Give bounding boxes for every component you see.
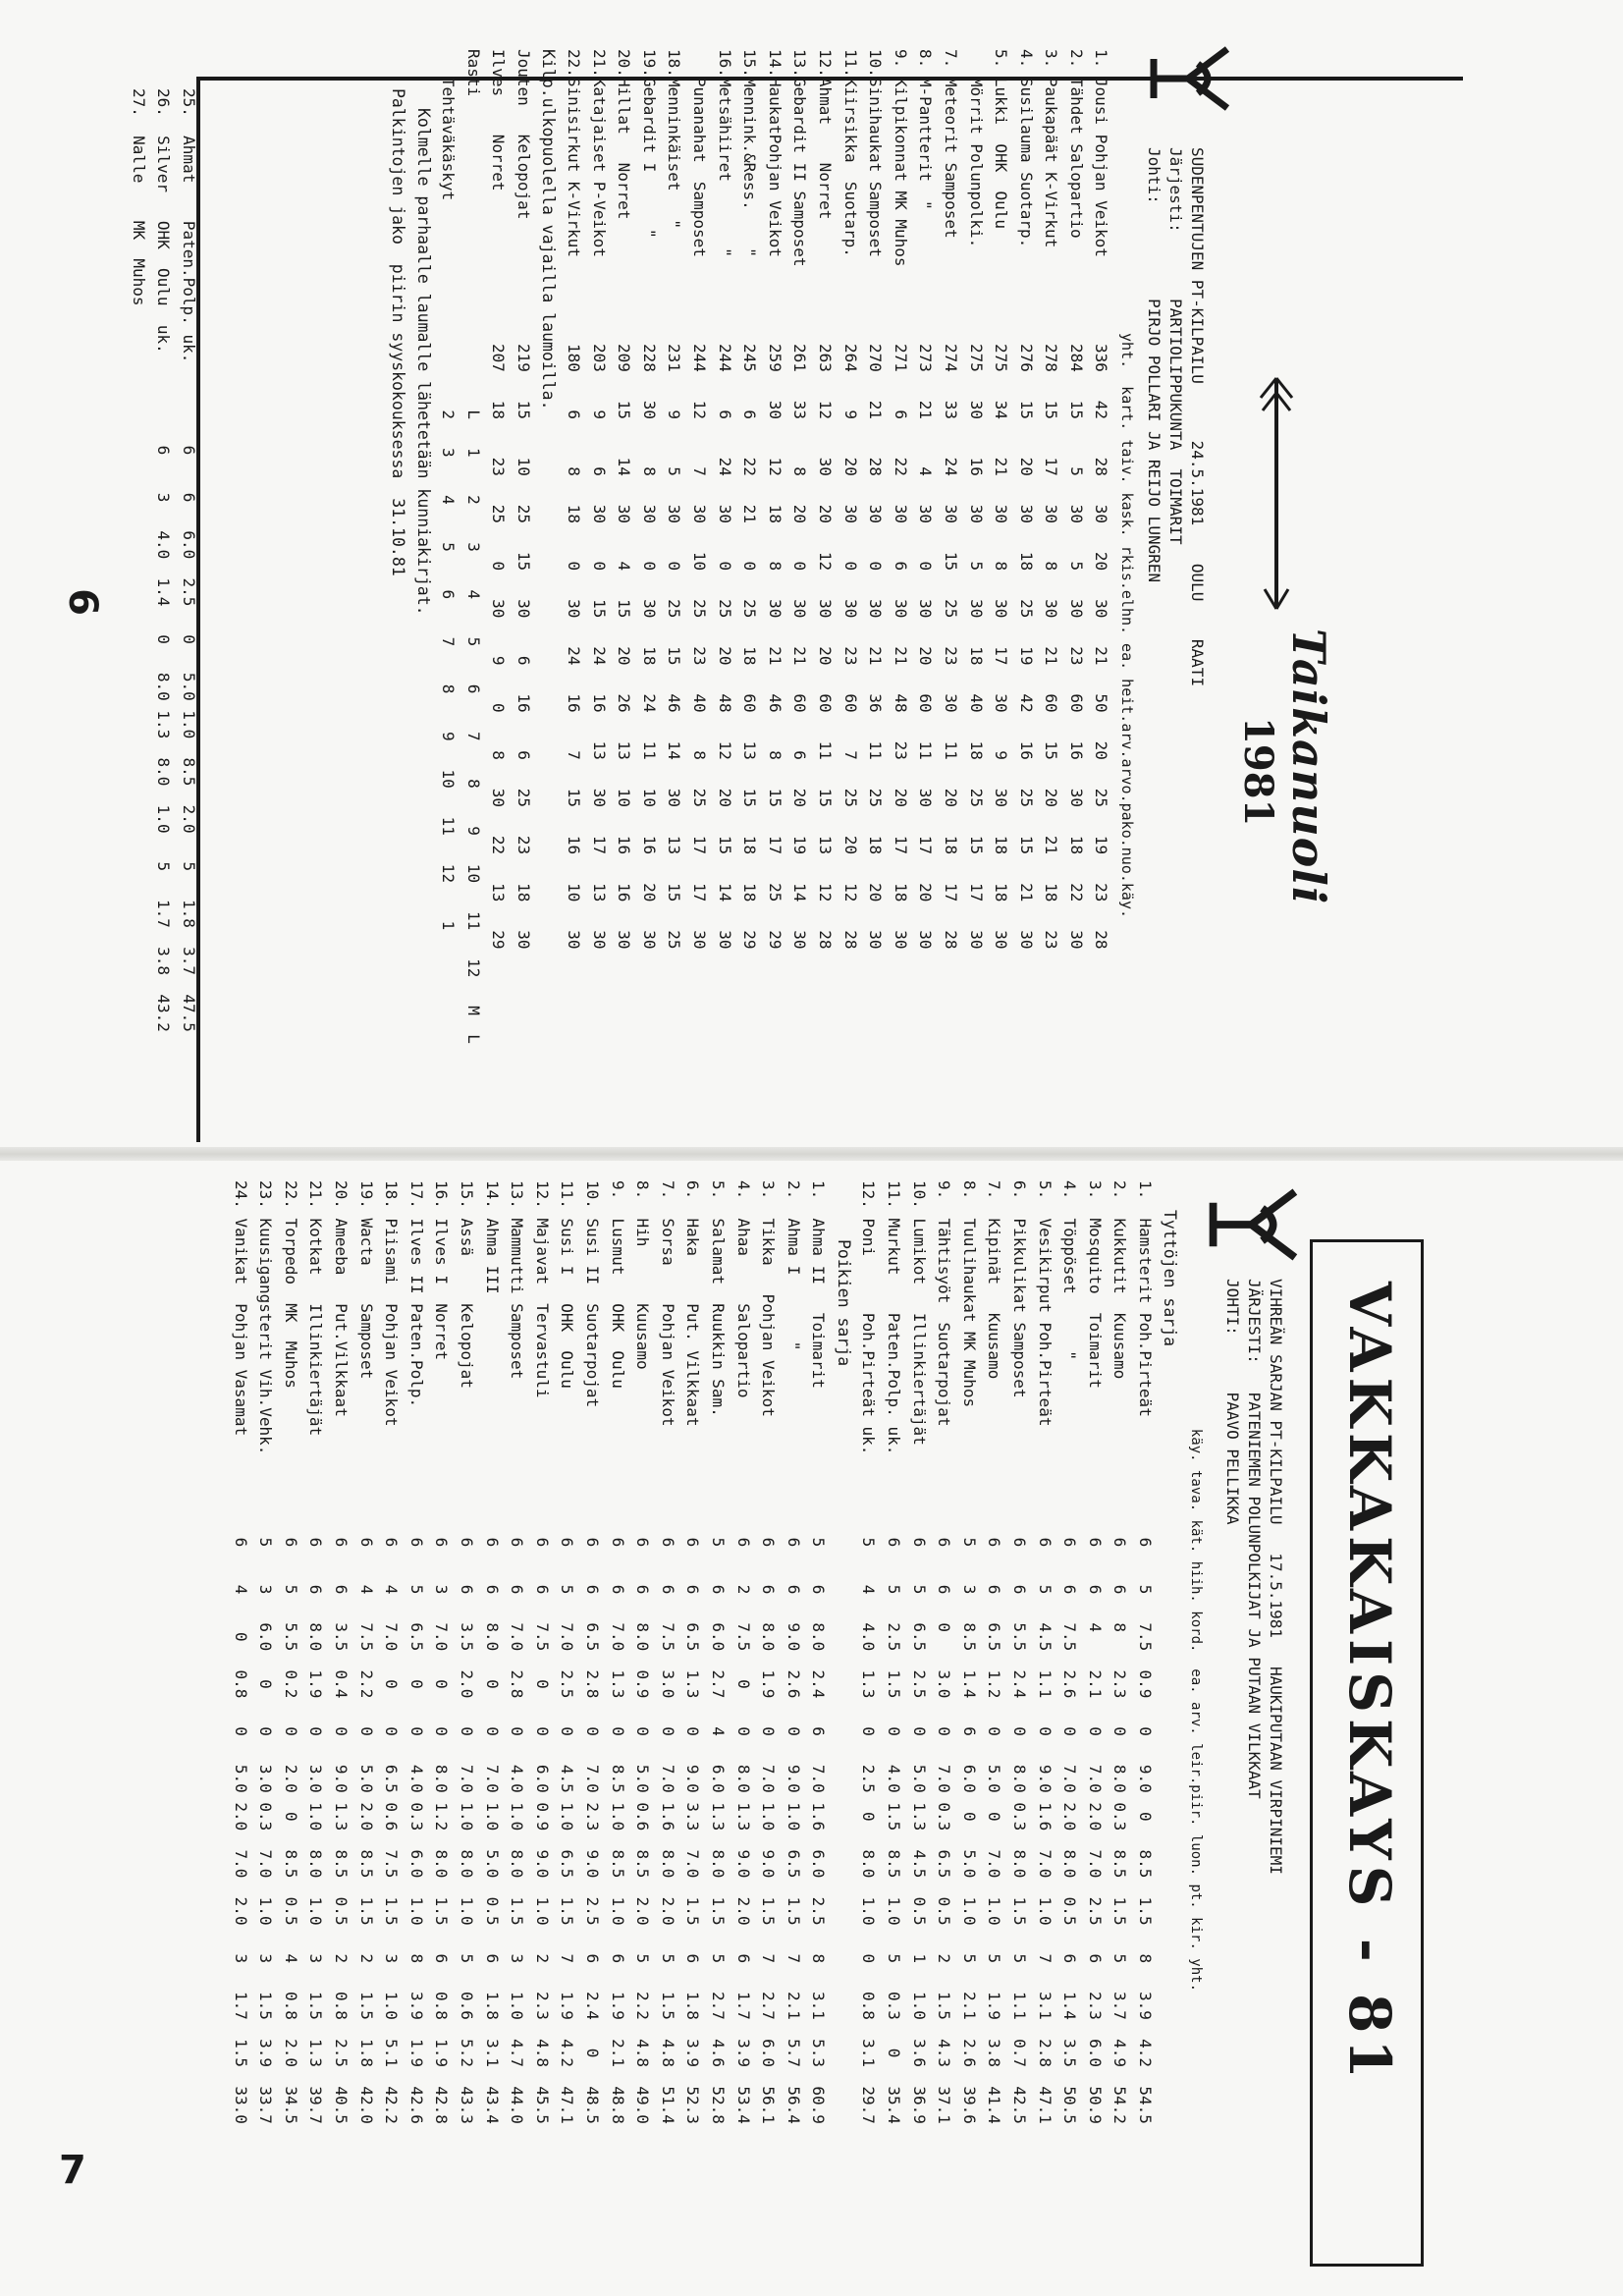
score-values: 6 6 6.5 1.2 0 5.0 0 7.0 1.0 5 1.9 3.8 41.4 xyxy=(985,1537,1004,2124)
score-values: 6 4 7.0 0 0 6.5 0.6 7.5 1.5 3 1.0 5.1 42.2 xyxy=(382,1537,402,2124)
header-line: SUDENPENTUJEN PT-KILPAILU 24.5.1981 OULU RAATI xyxy=(1188,147,1207,687)
team-name: 9. Kilpikonnat MK Muhos xyxy=(891,49,910,267)
score-values: 6 6 5.5 2.4 0 8.0 0.3 8.0 1.5 5 1.1 0.7 42.5 xyxy=(1010,1537,1030,2124)
score-values: 6 6 7.5 2.6 0 7.0 2.0 8.0 0.5 6 1.4 3.5 50.5 xyxy=(1060,1537,1080,2124)
table-row xyxy=(787,49,813,1139)
team-name: 2. Tähdet Salopartio xyxy=(1066,49,1086,239)
team-name: 15. Assä Kelopojat xyxy=(458,1180,477,1389)
team-name: 10.Sinihaukat Samposet xyxy=(866,49,886,257)
score-values: 6 5 7.5 0.9 0 9.0 0 8.5 1.5 8 3.9 4.2 54.5 xyxy=(1136,1537,1155,2124)
team-name: Tehtäväkäskyt xyxy=(439,49,459,201)
score-values: 6 6 6.0 2.5 0 5.0 1.0 8.5 2.0 5 1.8 3.7 47.5 xyxy=(180,445,198,1032)
team-name: Punanahat Samposet xyxy=(690,49,709,257)
table-row xyxy=(278,1180,303,2270)
table-row xyxy=(913,49,939,1139)
team-rows xyxy=(561,49,1113,1139)
results-table-green xyxy=(0,1180,1306,2270)
team-name: 17. Ilves II Paten.Polp. xyxy=(406,1180,426,1408)
team-name: 20. Ameeba Put.Vilkkaat xyxy=(332,1180,352,1417)
score-values: 270 21 28 30 0 30 21 36 11 25 18 20 30 xyxy=(866,344,886,950)
team-name: 3. Paukapäät K-Virkut xyxy=(1042,49,1061,248)
team-name: 22. Torpedo MK Muhos xyxy=(281,1180,300,1389)
team-name: 4. Susilauma Suotarp. xyxy=(1016,49,1036,248)
table-row xyxy=(781,1180,806,2270)
team-name: 9. Tähtisyöt Suotarpojat xyxy=(935,1180,954,1427)
table-row xyxy=(655,1180,680,2270)
table-row xyxy=(555,1180,580,2270)
table-row xyxy=(856,1180,882,2270)
table-row xyxy=(605,1180,630,2270)
table-row xyxy=(1006,1180,1032,2270)
table-body xyxy=(228,1180,1208,2270)
team-name: 9. Lusmut OHK Oulu xyxy=(608,1180,627,1389)
page-six xyxy=(0,0,1623,1147)
team-name: 7. Meteorit Samposet xyxy=(941,49,960,239)
team-name: 8. M-Pantterit " xyxy=(916,49,936,210)
table-row xyxy=(511,49,536,1139)
table-row xyxy=(1039,49,1064,1139)
team-name: 16.Metsähiiret " xyxy=(715,49,734,257)
table-row xyxy=(151,88,177,1178)
page-seven xyxy=(0,1161,1623,2296)
table-row xyxy=(888,49,913,1139)
score-values: 245 6 22 21 0 25 18 60 13 15 18 18 29 xyxy=(740,344,760,950)
team-name: 21. Kotkat Illinkiertäjät xyxy=(306,1180,326,1437)
score-values: 273 21 4 30 0 30 20 60 11 30 17 20 30 xyxy=(916,344,936,950)
team-name: 11. Murkut Paten.Polp. uk. xyxy=(885,1180,904,1455)
table-row xyxy=(436,49,461,1139)
score-values: 5 4 4.0 1.3 0 2.5 0 8.0 1.0 0 0.8 3.1 29.7 xyxy=(859,1537,879,2124)
table-row xyxy=(454,1180,479,2270)
team-name: 22.Sinisirkut K-Virkut xyxy=(565,49,584,257)
table-row xyxy=(680,1180,706,2270)
table-row xyxy=(1132,1180,1158,2270)
table-row xyxy=(838,49,863,1139)
table-row xyxy=(932,1180,957,2270)
year-text: 1981 xyxy=(1235,717,1281,827)
score-values: 284 15 5 30 5 30 23 60 16 30 18 22 30 xyxy=(1066,344,1086,950)
score-values: 244 6 24 30 0 25 20 48 12 20 15 14 30 xyxy=(715,344,734,950)
table-row xyxy=(730,1180,756,2270)
header-line: JÄRJESTI: PATENIEMEN POLUNPOLKIJAT JA PUTAAN VILKKAAT xyxy=(1245,1279,1264,1799)
team-name: 14. Ahma III xyxy=(482,1180,502,1294)
score-values: 6 5 2.5 1.5 0 4.0 1.5 8.5 1.0 5 0.3 0 35.4 xyxy=(885,1537,904,2124)
page-fold xyxy=(0,1147,1623,1161)
score-values: 6 6 3.5 2.0 0 7.0 1.0 8.0 1.0 5 0.6 5.2 43.3 xyxy=(458,1537,477,2124)
team-name: 20.Hillat Norret xyxy=(615,49,634,220)
page-number: 6 xyxy=(59,588,105,616)
score-values: 6 3 7.0 0 0 8.0 1.2 8.0 1.5 6 0.8 1.9 42.8 xyxy=(432,1537,452,2124)
table-row xyxy=(612,49,637,1139)
table-row xyxy=(963,49,989,1139)
score-values: 244 12 7 30 10 25 23 40 8 25 17 17 30 xyxy=(690,344,709,950)
team-name: 19.Gebardit I " xyxy=(639,49,659,239)
team-name: 11.Kiirsikka Suotarp. xyxy=(840,49,860,257)
team-name: 4. Ahaa Salopartio xyxy=(733,1180,753,1398)
score-values: 6 5 4.5 1.1 0 9.0 1.6 7.0 1.0 7 3.1 2.8 47.1 xyxy=(1035,1537,1055,2124)
score-values: 271 6 22 30 6 30 21 48 23 20 17 18 30 xyxy=(891,344,910,950)
score-values: 6 5 6.5 2.5 0 5.0 1.3 4.5 0.5 1 1.0 3.6 36.9 xyxy=(909,1537,929,2124)
score-values: 336 42 28 30 20 30 21 50 20 25 19 23 28 xyxy=(1092,344,1111,950)
team-name: Rasti xyxy=(463,49,483,97)
table-body xyxy=(386,49,1139,1139)
team-name: Mörrit Polunpolki. xyxy=(966,49,986,248)
header-line: Johti: PIRJO POLLARI JA REIJO LUNGREN xyxy=(1145,147,1163,583)
table-row xyxy=(586,49,612,1139)
score-values: 5 3 8.5 1.4 6 6.0 0 5.0 1.0 5 2.1 2.6 39.6 xyxy=(959,1537,979,2124)
table-row xyxy=(353,1180,379,2270)
score-values: 6 3 4.0 1.4 0 8.0 1.3 8.0 1.0 5 1.7 3.8 43.2 xyxy=(154,445,174,1032)
header-block xyxy=(1143,147,1208,686)
score-values: 6 6 0 3.0 0 7.0 0.3 6.5 0.5 2 1.5 4.3 37.1 xyxy=(935,1537,954,2124)
score-values: 278 15 17 30 8 30 21 60 15 20 21 18 23 xyxy=(1042,344,1061,950)
score-values: 263 12 30 20 12 30 20 60 11 15 13 12 28 xyxy=(815,344,835,950)
score-values: 6 5 5.5 0.2 0 2.0 0 8.5 0.5 4 0.8 2.0 34.5 xyxy=(281,1537,300,2124)
score-values: 209 15 14 30 4 15 20 26 13 10 16 16 30 xyxy=(615,344,634,950)
score-values: 6 6 8.0 1.9 0 3.0 1.0 8.0 1.0 3 1.5 1.3 39.7 xyxy=(306,1537,326,2124)
table-row xyxy=(863,49,889,1139)
team-name: 3. Tikka Pohjan Veikot xyxy=(759,1180,779,1417)
page-number: 7 xyxy=(59,2148,86,2193)
team-name: 10. Susi II Suotarpojat xyxy=(583,1180,603,1408)
table-row xyxy=(762,49,787,1139)
score-values: 228 30 8 30 0 30 18 24 11 10 16 20 30 xyxy=(639,344,659,950)
team-name: 24. Vanikat Pohjan Vasamat xyxy=(231,1180,250,1437)
team-name: 21.Katajaiset P-Veikot xyxy=(589,49,609,257)
team-name: 14.HaukatPohjan Veikot xyxy=(765,49,784,257)
table-row xyxy=(938,49,963,1139)
score-values: 6 6 7.0 1.3 0 8.5 1.0 8.5 1.0 6 1.9 2.1 48.8 xyxy=(608,1537,627,2124)
team-name: 5. Lukki OHK Oulu xyxy=(992,49,1011,230)
table-row xyxy=(705,1180,730,2270)
team-name: 5. Salamat Ruukkin Sam. xyxy=(709,1180,728,1417)
table-row xyxy=(460,49,486,1139)
banner-box xyxy=(1310,1239,1424,2267)
table-row xyxy=(561,49,586,1139)
team-name: 4. Töppöset " xyxy=(1060,1180,1080,1361)
score-values: 219 15 10 25 15 30 6 16 6 25 23 18 30 xyxy=(514,344,533,950)
table-row xyxy=(329,1180,354,2270)
table-row xyxy=(1089,49,1114,1139)
team-name: 7. Sorsa Pohjan Veikot xyxy=(658,1180,677,1427)
team-name: 7. Kipinät Kuusamo xyxy=(985,1180,1004,1380)
table-row xyxy=(636,49,662,1139)
team-name: 8. Hih Kuusamo xyxy=(633,1180,653,1370)
table-row xyxy=(956,1180,982,2270)
score-values: 6 6 6.5 2.8 0 7.0 2.3 9.0 2.5 6 2.4 0 48.5 xyxy=(583,1537,603,2124)
score-values: 207 18 23 25 0 30 9 0 8 30 22 13 29 xyxy=(489,344,509,950)
score-values: 2 3 4 5 6 7 8 9 10 11 12 1 xyxy=(439,344,459,931)
table-row xyxy=(812,49,838,1139)
team-name: 5. Vesikirput Poh.Pirteät xyxy=(1035,1180,1055,1427)
team-name: Jouten Kelopojat xyxy=(514,49,533,220)
team-name: 12.Ahmat Norret xyxy=(815,49,835,220)
table-row xyxy=(806,1180,832,2270)
team-name: 25. Ahmat Paten.Polp. uk. xyxy=(180,88,198,363)
team-name: 13. Mammutti Samposet xyxy=(508,1180,527,1380)
table-row xyxy=(429,1180,455,2270)
team-name: 1. Jousi Pohjan Veikot xyxy=(1092,49,1111,257)
score-values: 203 9 6 30 0 15 24 16 13 30 17 13 30 xyxy=(589,344,609,950)
score-values: 6 4 7.5 2.2 0 5.0 2.0 8.5 1.5 2 1.5 1.8 42.0 xyxy=(356,1537,376,2124)
table-row xyxy=(253,1180,279,2270)
score-values: 6 5 7.0 2.5 0 4.5 1.0 6.5 1.5 7 1.9 4.2 47.1 xyxy=(558,1537,577,2124)
score-values: 275 34 21 30 8 30 17 30 9 30 18 18 30 xyxy=(992,344,1011,950)
score-values: 6 6 8 2.3 0 8.0 0.3 8.5 1.5 5 3.7 4.9 54.2 xyxy=(1110,1537,1130,2124)
team-name: 27. Nalle MK Muhos xyxy=(129,88,148,306)
team-name: 18.Menninkäiset " xyxy=(665,49,684,230)
note-prizes: Palkintojen jako piirin syyskokouksessa 31.10.81 xyxy=(389,88,408,576)
table-row xyxy=(1032,1180,1057,2270)
team-name: 16. Ilves I Norret xyxy=(432,1180,452,1361)
table-row xyxy=(486,49,512,1139)
score-values: 6 4 0 0.8 0 5.0 2.0 7.0 2.0 3 1.7 1.5 33.0 xyxy=(231,1537,250,2124)
team-name: 3. Mosquito Toimarit xyxy=(1085,1180,1105,1389)
logo-text: Taikanuoli xyxy=(1282,629,1335,905)
score-values: 6 6 7.5 3.0 0 7.0 1.6 8.0 2.0 5 1.5 4.8 51.4 xyxy=(658,1537,677,2124)
boys-rows xyxy=(228,1180,831,2270)
team-name: 6. Haka Put. Vilkkaat xyxy=(683,1180,703,1427)
team-name: 6. Pikkulikat Samposet xyxy=(1010,1180,1030,1398)
header-block xyxy=(1221,1279,1286,1875)
table-row xyxy=(176,88,201,1178)
score-values: 275 30 16 30 5 30 18 40 18 25 15 17 30 xyxy=(966,344,986,950)
note-certificates: Kolmelle parhaalle laumalle lähetetään kunniakirjat. xyxy=(413,108,433,616)
score-values: 6 6 6.5 1.3 0 9.0 3.3 7.0 1.5 6 1.8 3.9 52.3 xyxy=(683,1537,703,2124)
team-name: 1. Ahma II Toimarit xyxy=(809,1180,829,1389)
score-values: 259 30 12 18 8 30 21 46 8 15 17 25 29 xyxy=(765,344,784,950)
table-row xyxy=(1082,1180,1108,2270)
team-name: 11. Susi I OHK Oulu xyxy=(558,1180,577,1389)
team-name: 2. Kukkutit Kuusamo xyxy=(1110,1180,1130,1380)
score-values: 6 6 7.0 2.8 0 4.0 1.0 8.0 1.5 3 1.0 4.7 44.0 xyxy=(508,1537,527,2124)
table-row xyxy=(228,1180,253,2270)
table-row xyxy=(1013,49,1039,1139)
title-block xyxy=(1227,629,1335,1139)
score-values: 5 3 6.0 0 0 3.0 0.3 7.0 1.0 3 1.5 3.9 33.7 xyxy=(256,1537,276,2124)
table-row xyxy=(737,49,763,1139)
score-values: 274 33 24 30 15 25 23 30 11 20 18 17 28 xyxy=(941,344,960,950)
score-values: 6 6 8.0 1.9 0 7.0 1.0 9.0 1.5 7 2.7 6.0 56.1 xyxy=(759,1537,779,2124)
table-row xyxy=(126,88,151,1178)
arrow-logo-icon xyxy=(1247,373,1306,619)
score-values: 261 33 8 20 0 30 21 60 6 20 19 14 30 xyxy=(790,344,810,950)
score-values: 6 6 4 2.1 0 7.0 2.0 7.0 2.5 6 2.3 6.0 50.9 xyxy=(1085,1537,1105,2124)
score-values: 6 6 7.5 0 0 6.0 0.9 9.0 1.0 2 2.3 4.8 45.5 xyxy=(532,1537,552,2124)
score-values: 6 6 9.0 2.6 0 9.0 1.0 6.5 1.5 7 2.1 5.7 56.4 xyxy=(784,1537,803,2124)
table-row xyxy=(579,1180,605,2270)
score-values: 6 2 7.5 0 0 8.0 1.3 9.0 2.0 6 1.7 3.9 53.4 xyxy=(733,1537,753,2124)
header-line: VIHREÄN SARJAN PT-KILPAILU 17.5.1981 HAUKIPUTAAN VIRPINIEMI xyxy=(1267,1279,1285,1875)
score-values: L 1 2 3 4 5 6 7 8 9 10 11 12 M L xyxy=(463,344,483,1044)
team-name: 10. Lumikot Illinkiertäjät xyxy=(909,1180,929,1446)
score-values: 264 9 20 30 0 30 23 60 7 25 20 12 28 xyxy=(840,344,860,950)
table-row xyxy=(982,1180,1007,2270)
table-row xyxy=(404,1180,429,2270)
team-name: 2. Ahma I " xyxy=(784,1180,803,1351)
table-row xyxy=(1057,1180,1083,2270)
table-row xyxy=(662,49,687,1139)
team-name: Ilves Norret xyxy=(489,49,509,191)
girls-rows xyxy=(856,1180,1158,2270)
table-row xyxy=(686,49,712,1139)
table-row xyxy=(505,1180,530,2270)
team-name: 15.Mennink.&Ress. " xyxy=(740,49,760,257)
table-row xyxy=(906,1180,932,2270)
team-name: 13.Gebardit II Samposet xyxy=(790,49,810,267)
team-name: 19. Wacta Samposet xyxy=(356,1180,376,1380)
column-header: käy. tava. kät. hiih. kord. ea. arv. leir.piir. luon. pt. kir. yht. xyxy=(1188,1180,1204,1993)
scout-emblem-icon xyxy=(1149,39,1237,118)
extra-rows xyxy=(436,49,536,1139)
note-unofficial: Kilp.ulkopuolella vajailla laumoilla. xyxy=(539,49,559,410)
score-values: 276 15 20 30 18 25 19 42 16 25 15 21 30 xyxy=(1016,344,1036,950)
table-row xyxy=(529,1180,555,2270)
team-name: 26. Silver OHK Oulu uk. xyxy=(154,88,174,354)
team-name: 23. Kuusigangsterit Vih.Vehk. xyxy=(256,1180,276,1455)
table-row xyxy=(479,1180,505,2270)
results-table-juniors xyxy=(108,49,1335,1139)
table-row xyxy=(881,1180,906,2270)
header-line: Järjesti: PARTIOLIPPUKUNTA TOIMARIT xyxy=(1166,147,1185,545)
column-header: yht. kart. taiv. kask. rkis.elhn. ea. heit.arv.arvo.pako.nuo.käy. xyxy=(1118,49,1136,919)
team-name: 12. Majavat Tervastuli xyxy=(532,1180,552,1398)
table-row xyxy=(1063,49,1089,1139)
score-values: 6 5 6.5 0 0 4.0 0.3 6.0 1.0 8 3.9 1.9 42.6 xyxy=(406,1537,426,2124)
table-row xyxy=(303,1180,329,2270)
score-values: 6 6 8.0 0.9 0 5.0 0.6 8.5 2.0 5 2.2 4.8 49.0 xyxy=(633,1537,653,2124)
header-line: JOHTI: PAAVO PELLIKKA xyxy=(1223,1279,1242,1525)
score-values xyxy=(126,446,151,1178)
table-row xyxy=(379,1180,405,2270)
table-row xyxy=(989,49,1014,1139)
section-boys: Poikien sarja xyxy=(834,1239,853,1367)
table-row xyxy=(756,1180,782,2270)
score-values: 6 6 8.0 0 0 7.0 1.0 5.0 0.5 6 1.8 3.1 43.4 xyxy=(482,1537,502,2124)
score-values: 6 6 3.5 0.4 0 9.0 1.3 8.5 0.5 2 0.8 2.5 40.5 xyxy=(332,1537,352,2124)
table-row xyxy=(1108,1180,1133,2270)
banner-title: VAKKAKAISKAYS - 81 xyxy=(1336,1282,1403,2085)
score-values: 231 9 5 30 0 25 15 46 14 30 13 15 25 xyxy=(665,344,684,950)
score-values: 5 6 6.0 2.7 4 6.0 1.3 8.0 1.5 5 2.7 4.6 52.8 xyxy=(709,1537,728,2124)
table-row xyxy=(712,49,737,1139)
score-values: 5 6 8.0 2.4 6 7.0 1.6 6.0 2.5 8 3.1 5.3 60.9 xyxy=(809,1537,829,2124)
team-name: 1. Hamsterit Poh.Pirteät xyxy=(1136,1180,1155,1417)
score-values: 180 6 8 18 0 30 24 16 7 15 16 10 30 xyxy=(565,344,584,950)
section-girls: Tyttöjen sarja xyxy=(1161,1210,1180,1347)
team-name: 18. Piisami Pohjan Veikot xyxy=(382,1180,402,1427)
team-name: 8. Tuulihaukat MK Muhos xyxy=(959,1180,979,1408)
scout-emblem-icon xyxy=(1208,1180,1306,1269)
table-row xyxy=(630,1180,656,2270)
team-name: 12. Poni Poh.Pirteät uk. xyxy=(859,1180,879,1455)
